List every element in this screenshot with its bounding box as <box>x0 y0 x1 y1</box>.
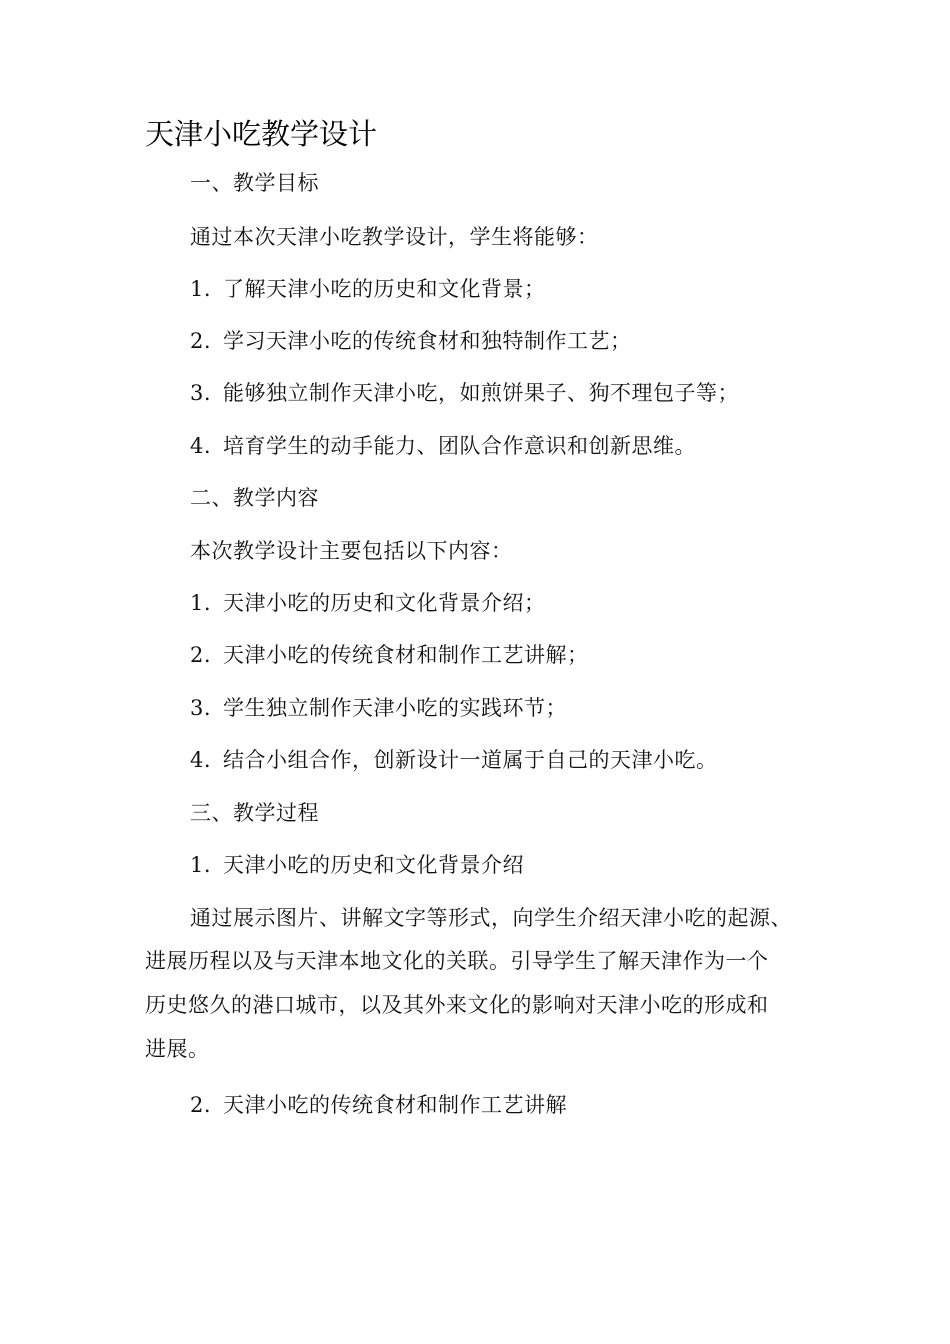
list-item-number: 1. <box>190 591 212 615</box>
subsection-text: 天津小吃的传统食材和制作工艺讲解 <box>223 1093 567 1117</box>
list-item-number: 2. <box>190 329 212 353</box>
list-item-number: 3. <box>190 381 212 405</box>
content-intro: 本次教学设计主要包括以下内容： <box>190 539 513 563</box>
paragraph-line: 历史悠久的港口城市，以及其外来文化的影响对天津小吃的形成和 <box>145 993 769 1017</box>
list-item <box>190 745 718 775</box>
list-item-number: 2. <box>190 643 212 667</box>
list-item-text: 天津小吃的历史和文化背景介绍； <box>223 591 546 615</box>
list-item-text: 能够独立制作天津小吃，如煎饼果子、狗不理包子等； <box>223 381 739 405</box>
list-item-number: 3. <box>190 696 212 720</box>
list-item-text: 了解天津小吃的历史和文化背景； <box>223 277 546 301</box>
list-item-text: 培育学生的动手能力、团队合作意识和创新思维。 <box>223 434 696 458</box>
list-item <box>190 274 546 304</box>
section-heading-process: 三、教学过程 <box>190 801 319 825</box>
document-title: 天津小吃教学设计 <box>145 117 378 151</box>
list-item <box>190 431 696 461</box>
list-item-number: 1. <box>190 277 212 301</box>
list-item <box>190 640 589 670</box>
list-item <box>190 693 567 723</box>
list-item-text: 天津小吃的传统食材和制作工艺讲解； <box>223 643 589 667</box>
paragraph-line: 进展。 <box>145 1037 210 1061</box>
list-item <box>190 588 546 618</box>
subsection-text: 天津小吃的历史和文化背景介绍 <box>223 853 524 877</box>
subsection-heading <box>190 1090 567 1120</box>
list-item-text: 学生独立制作天津小吃的实践环节； <box>223 696 567 720</box>
list-item <box>190 326 632 356</box>
list-item-text: 学习天津小吃的传统食材和独特制作工艺； <box>223 329 632 353</box>
subsection-heading <box>190 850 524 880</box>
section-heading-content: 二、教学内容 <box>190 486 319 510</box>
subsection-number: 2. <box>190 1093 212 1117</box>
objectives-intro: 通过本次天津小吃教学设计，学生将能够： <box>190 225 599 249</box>
paragraph-line: 进展历程以及与天津本地文化的关联。引导学生了解天津作为一个 <box>145 949 769 973</box>
list-item-number: 4. <box>190 434 212 458</box>
paragraph-line: 通过展示图片、讲解文字等形式，向学生介绍天津小吃的起源、 <box>190 906 792 930</box>
list-item-number: 4. <box>190 748 212 772</box>
section-heading-objectives: 一、教学目标 <box>190 171 319 195</box>
list-item <box>190 378 739 408</box>
list-item-text: 结合小组合作，创新设计一道属于自己的天津小吃。 <box>223 748 718 772</box>
subsection-number: 1. <box>190 853 212 877</box>
